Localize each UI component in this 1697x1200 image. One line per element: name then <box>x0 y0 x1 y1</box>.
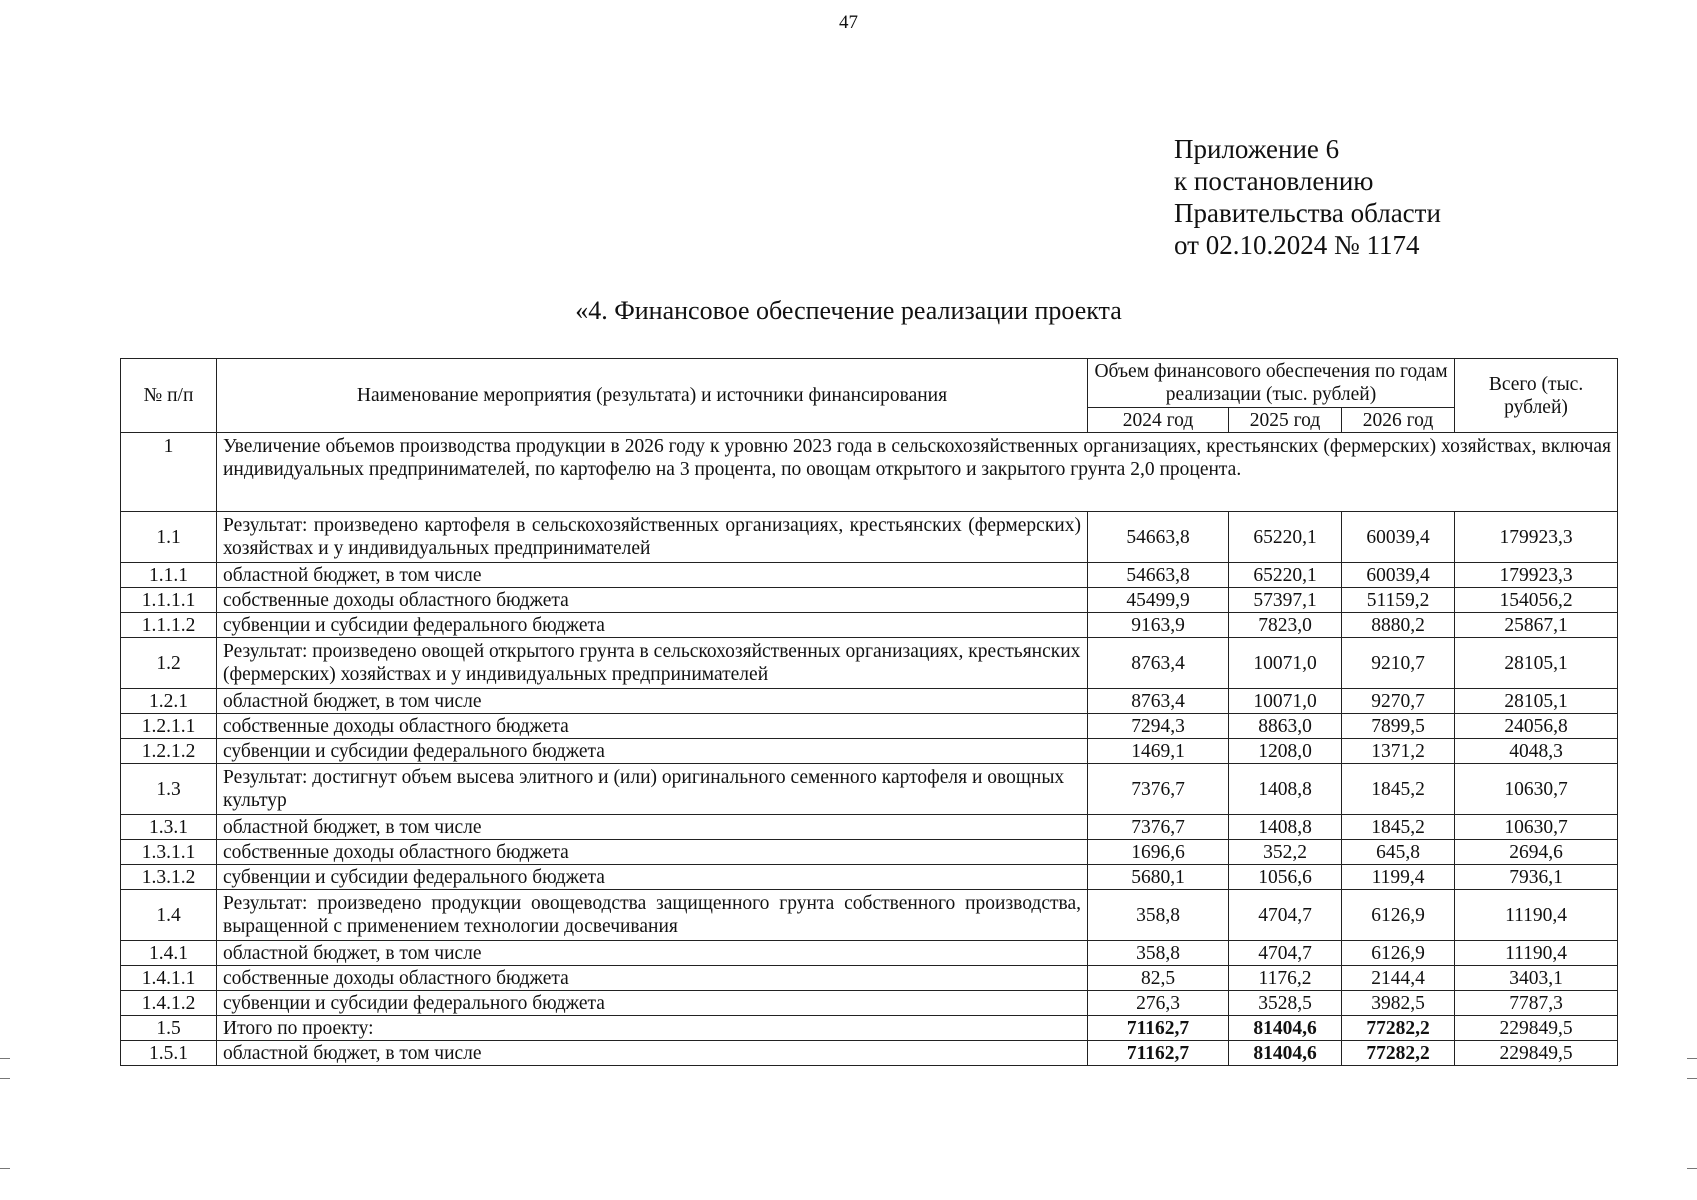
row-number: 1.5.1 <box>121 1041 217 1066</box>
financing-table <box>120 358 1618 1066</box>
cell-total: 28105,1 <box>1455 689 1618 714</box>
cell-2025: 65220,1 <box>1229 563 1342 588</box>
row-name: Результат: произведено овощей открытого грунта в сельскохозяйственных организациях, крестьянских (фермерских) хозяйствах и у индивидуальных предпринимателей <box>217 638 1088 689</box>
cell-2026: 1845,2 <box>1342 764 1455 815</box>
cell-2025: 81404,6 <box>1229 1041 1342 1066</box>
row-name: областной бюджет, в том числе <box>217 689 1088 714</box>
row-name: субвенции и субсидии федерального бюджета <box>217 991 1088 1016</box>
row-name: субвенции и субсидии федерального бюджета <box>217 613 1088 638</box>
table-row <box>121 613 1618 638</box>
row-name: собственные доходы областного бюджета <box>217 588 1088 613</box>
cell-2025: 1408,8 <box>1229 815 1342 840</box>
appendix-line: Приложение 6 <box>1174 134 1340 164</box>
cell-total: 10630,7 <box>1455 815 1618 840</box>
row-number: 1.3.1.1 <box>121 840 217 865</box>
cell-2026: 6126,9 <box>1342 890 1455 941</box>
cell-total: 7787,3 <box>1455 991 1618 1016</box>
section-description: Увеличение объемов производства продукции в 2026 году к уровню 2023 года в сельскохозяйственных организациях, крестьянских (фермерских) хозяйствах, включая индивидуальных предпринимателей, по картофелю на 3 процента, по овощам открытого и закрытого грунта 2,0 процента. <box>217 433 1618 512</box>
row-name: Итого по проекту: <box>217 1016 1088 1041</box>
page-number: 47 <box>839 12 858 33</box>
cell-2025: 8863,0 <box>1229 714 1342 739</box>
row-number: 1.4 <box>121 890 217 941</box>
scan-margin-mark <box>0 1058 10 1059</box>
scan-margin-mark <box>1687 1078 1697 1079</box>
row-number: 1.5 <box>121 1016 217 1041</box>
table-row <box>121 865 1618 890</box>
table-row <box>121 840 1618 865</box>
cell-total: 4048,3 <box>1455 739 1618 764</box>
cell-2026: 60039,4 <box>1342 563 1455 588</box>
cell-total: 229849,5 <box>1455 1041 1618 1066</box>
row-name: областной бюджет, в том числе <box>217 563 1088 588</box>
cell-2024: 7376,7 <box>1088 764 1229 815</box>
row-name: собственные доходы областного бюджета <box>217 966 1088 991</box>
cell-total: 28105,1 <box>1455 638 1618 689</box>
cell-total: 154056,2 <box>1455 588 1618 613</box>
cell-2026: 60039,4 <box>1342 512 1455 563</box>
cell-total: 229849,5 <box>1455 1016 1618 1041</box>
row-name: областной бюджет, в том числе <box>217 941 1088 966</box>
row-number: 1.2.1.2 <box>121 739 217 764</box>
cell-total: 10630,7 <box>1455 764 1618 815</box>
table-row <box>121 588 1618 613</box>
row-number: 1.3.1 <box>121 815 217 840</box>
cell-total: 11190,4 <box>1455 941 1618 966</box>
table-row <box>121 815 1618 840</box>
cell-total: 25867,1 <box>1455 613 1618 638</box>
section-row <box>121 433 1618 512</box>
cell-total: 7936,1 <box>1455 865 1618 890</box>
table-row <box>121 966 1618 991</box>
cell-2025: 4704,7 <box>1229 890 1342 941</box>
cell-total: 179923,3 <box>1455 512 1618 563</box>
cell-2024: 54663,8 <box>1088 512 1229 563</box>
row-number: 1.1.1.2 <box>121 613 217 638</box>
row-number: 1.4.1.1 <box>121 966 217 991</box>
cell-2024: 358,8 <box>1088 941 1229 966</box>
appendix-line: Правительства области <box>1174 198 1441 228</box>
table-row <box>121 638 1618 689</box>
cell-2026: 9210,7 <box>1342 638 1455 689</box>
cell-2026: 1845,2 <box>1342 815 1455 840</box>
cell-total: 24056,8 <box>1455 714 1618 739</box>
cell-2024: 54663,8 <box>1088 563 1229 588</box>
cell-2026: 1371,2 <box>1342 739 1455 764</box>
cell-2024: 71162,7 <box>1088 1016 1229 1041</box>
cell-2025: 81404,6 <box>1229 1016 1342 1041</box>
cell-total: 2694,6 <box>1455 840 1618 865</box>
table-row <box>121 512 1618 563</box>
cell-2026: 9270,7 <box>1342 689 1455 714</box>
header-year-2025: 2025 год <box>1229 408 1342 433</box>
cell-2025: 1408,8 <box>1229 764 1342 815</box>
header-funding: Объем финансового обеспечения по годам реализации (тыс. рублей) <box>1088 359 1455 408</box>
row-name: субвенции и субсидии федерального бюджета <box>217 739 1088 764</box>
row-name: областной бюджет, в том числе <box>217 1041 1088 1066</box>
cell-2024: 358,8 <box>1088 890 1229 941</box>
cell-2026: 3982,5 <box>1342 991 1455 1016</box>
document-title: «4. Финансовое обеспечение реализации проекта <box>575 296 1122 325</box>
cell-2026: 2144,4 <box>1342 966 1455 991</box>
table-row <box>121 1041 1618 1066</box>
row-number: 1.1 <box>121 512 217 563</box>
cell-2025: 4704,7 <box>1229 941 1342 966</box>
cell-2025: 1176,2 <box>1229 966 1342 991</box>
table-row <box>121 739 1618 764</box>
scan-margin-mark <box>0 1168 10 1169</box>
cell-2025: 1056,6 <box>1229 865 1342 890</box>
table-row <box>121 563 1618 588</box>
appendix-line: к постановлению <box>1174 166 1374 196</box>
row-name: Результат: достигнут объем высева элитного и (или) оригинального семенного картофеля и овощных культур <box>217 764 1088 815</box>
cell-2024: 1696,6 <box>1088 840 1229 865</box>
row-name: собственные доходы областного бюджета <box>217 714 1088 739</box>
row-name: Результат: произведено картофеля в сельскохозяйственных организациях, крестьянских (фермерских) хозяйствах и у индивидуальных предпринимателей <box>217 512 1088 563</box>
cell-2026: 6126,9 <box>1342 941 1455 966</box>
row-number: 1.2.1.1 <box>121 714 217 739</box>
table-row <box>121 714 1618 739</box>
cell-total: 179923,3 <box>1455 563 1618 588</box>
table-row <box>121 941 1618 966</box>
row-name: субвенции и субсидии федерального бюджета <box>217 865 1088 890</box>
header-number: № п/п <box>121 359 217 433</box>
row-number: 1.3.1.2 <box>121 865 217 890</box>
cell-2025: 10071,0 <box>1229 689 1342 714</box>
cell-2025: 3528,5 <box>1229 991 1342 1016</box>
cell-total: 11190,4 <box>1455 890 1618 941</box>
row-name: Результат: произведено продукции овощеводства защищенного грунта собственного производства, выращенной с применением технологии досвечивания <box>217 890 1088 941</box>
cell-2024: 1469,1 <box>1088 739 1229 764</box>
cell-2025: 65220,1 <box>1229 512 1342 563</box>
cell-2025: 10071,0 <box>1229 638 1342 689</box>
table-row <box>121 764 1618 815</box>
header-year-2024: 2024 год <box>1088 408 1229 433</box>
cell-2025: 1208,0 <box>1229 739 1342 764</box>
header-total: Всего (тыс. рублей) <box>1455 359 1618 433</box>
cell-total: 3403,1 <box>1455 966 1618 991</box>
cell-2024: 45499,9 <box>1088 588 1229 613</box>
appendix-line: от 02.10.2024 № 1174 <box>1174 230 1420 260</box>
table-row <box>121 1016 1618 1041</box>
cell-2026: 51159,2 <box>1342 588 1455 613</box>
cell-2024: 8763,4 <box>1088 638 1229 689</box>
scan-margin-mark <box>0 1078 10 1079</box>
header-name: Наименование мероприятия (результата) и источники финансирования <box>217 359 1088 433</box>
cell-2026: 1199,4 <box>1342 865 1455 890</box>
cell-2026: 77282,2 <box>1342 1041 1455 1066</box>
cell-2026: 7899,5 <box>1342 714 1455 739</box>
table-row <box>121 890 1618 941</box>
cell-2024: 5680,1 <box>1088 865 1229 890</box>
appendix-block <box>1174 133 1441 261</box>
header-year-2026: 2026 год <box>1342 408 1455 433</box>
scan-margin-mark <box>1687 1058 1697 1059</box>
table-row <box>121 991 1618 1016</box>
row-name: областной бюджет, в том числе <box>217 815 1088 840</box>
row-number: 1.2 <box>121 638 217 689</box>
row-name: собственные доходы областного бюджета <box>217 840 1088 865</box>
cell-2025: 7823,0 <box>1229 613 1342 638</box>
cell-2025: 352,2 <box>1229 840 1342 865</box>
row-number: 1.4.1 <box>121 941 217 966</box>
cell-2026: 645,8 <box>1342 840 1455 865</box>
cell-2024: 9163,9 <box>1088 613 1229 638</box>
cell-2024: 7376,7 <box>1088 815 1229 840</box>
cell-2025: 57397,1 <box>1229 588 1342 613</box>
cell-2024: 71162,7 <box>1088 1041 1229 1066</box>
cell-2026: 8880,2 <box>1342 613 1455 638</box>
row-number: 1.4.1.2 <box>121 991 217 1016</box>
section-number: 1 <box>121 433 217 512</box>
cell-2024: 7294,3 <box>1088 714 1229 739</box>
cell-2024: 276,3 <box>1088 991 1229 1016</box>
cell-2024: 82,5 <box>1088 966 1229 991</box>
row-number: 1.3 <box>121 764 217 815</box>
row-number: 1.2.1 <box>121 689 217 714</box>
cell-2024: 8763,4 <box>1088 689 1229 714</box>
table-row <box>121 689 1618 714</box>
row-number: 1.1.1 <box>121 563 217 588</box>
cell-2026: 77282,2 <box>1342 1016 1455 1041</box>
scan-margin-mark <box>1687 1168 1697 1169</box>
row-number: 1.1.1.1 <box>121 588 217 613</box>
